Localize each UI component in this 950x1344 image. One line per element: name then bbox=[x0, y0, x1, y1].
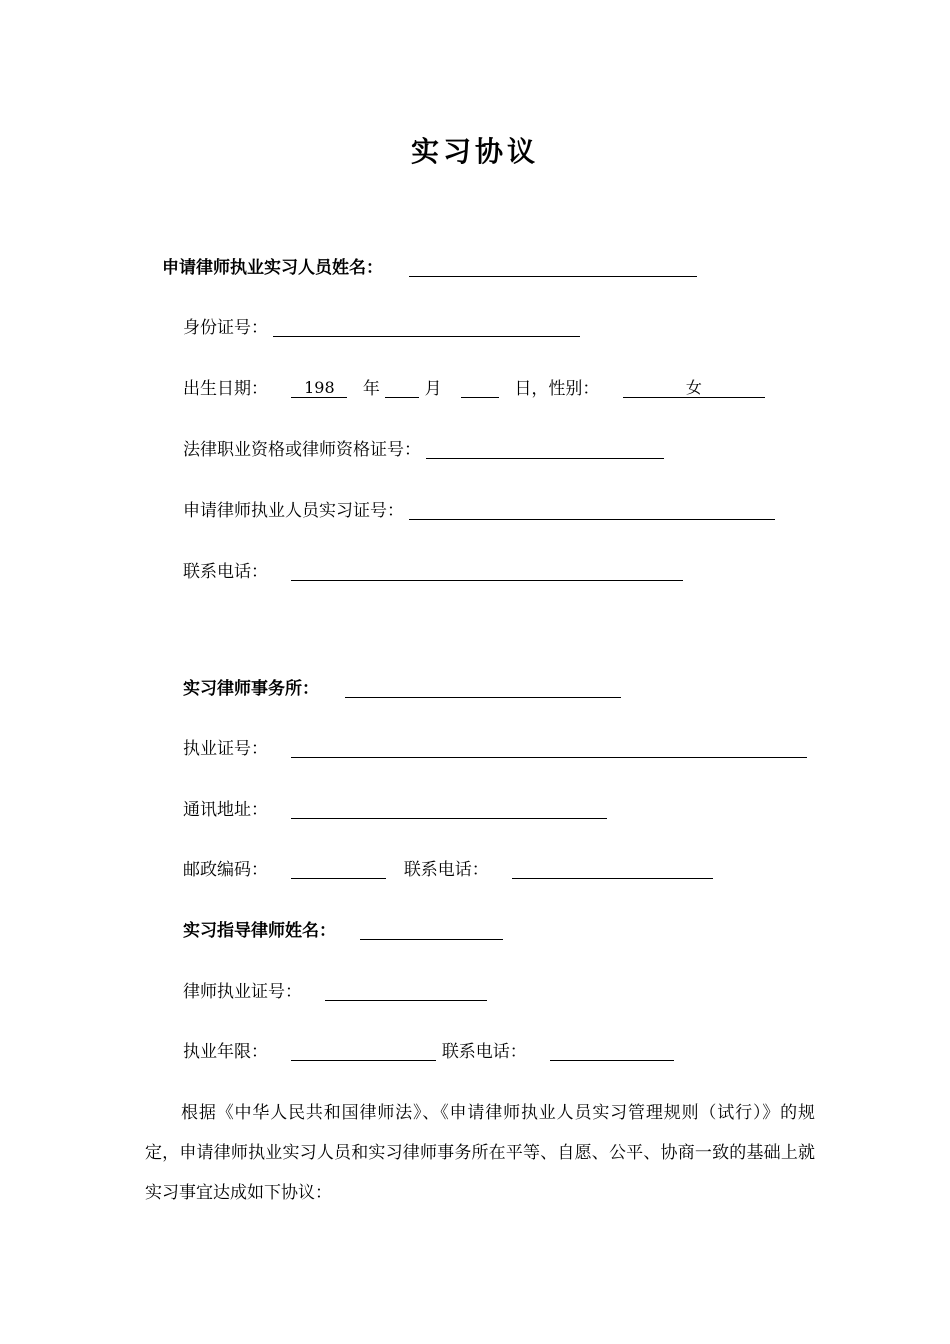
firm-license-field[interactable] bbox=[291, 739, 807, 758]
firm-phone-label: 联系电话： bbox=[403, 860, 489, 880]
firm-postcode-row bbox=[183, 858, 713, 884]
id-number-field[interactable] bbox=[273, 318, 580, 337]
intern-name-field[interactable] bbox=[409, 258, 697, 277]
intern-cert-field[interactable] bbox=[409, 501, 775, 520]
mentor-name-label: 实习指导律师姓名： bbox=[183, 921, 336, 941]
mentor-phone-field[interactable] bbox=[550, 1042, 674, 1061]
intern-cert-label: 申请律师执业人员实习证号： bbox=[183, 501, 404, 521]
birth-month-field[interactable] bbox=[385, 379, 419, 398]
qualification-row bbox=[183, 438, 664, 464]
mentor-name-row bbox=[183, 919, 503, 945]
intern-name-row bbox=[162, 256, 697, 282]
firm-name-row bbox=[183, 677, 621, 703]
gender-value: 女 bbox=[685, 378, 702, 397]
id-number-label: 身份证号： bbox=[183, 318, 268, 338]
firm-postcode-label: 邮政编码： bbox=[183, 860, 268, 880]
firm-name-label: 实习律师事务所： bbox=[183, 679, 319, 699]
qualification-field[interactable] bbox=[426, 440, 664, 459]
firm-license-row bbox=[183, 737, 807, 763]
day-gender-label: 日，性别： bbox=[514, 379, 600, 399]
mentor-phone-label: 联系电话： bbox=[441, 1042, 527, 1062]
firm-address-field[interactable] bbox=[291, 800, 607, 819]
mentor-license-field[interactable] bbox=[325, 982, 487, 1001]
firm-license-label: 执业证号： bbox=[183, 739, 268, 759]
mentor-name-field[interactable] bbox=[360, 921, 503, 940]
intern-phone-label: 联系电话： bbox=[183, 562, 268, 582]
intern-phone-field[interactable] bbox=[291, 562, 683, 581]
firm-phone-field[interactable] bbox=[512, 860, 713, 879]
birth-date-label: 出生日期： bbox=[183, 379, 268, 399]
mentor-years-field[interactable] bbox=[291, 1042, 436, 1061]
gender-field[interactable] bbox=[623, 379, 765, 398]
birth-year-field[interactable] bbox=[291, 379, 347, 398]
intern-phone-row bbox=[183, 560, 683, 586]
firm-address-label: 通讯地址： bbox=[183, 800, 268, 820]
firm-postcode-field[interactable] bbox=[291, 860, 386, 879]
intern-name-label: 申请律师执业实习人员姓名： bbox=[162, 258, 383, 278]
mentor-years-label: 执业年限： bbox=[183, 1042, 268, 1062]
firm-address-row bbox=[183, 798, 607, 824]
document-title: 实习协议 bbox=[410, 135, 539, 168]
birth-date-row bbox=[183, 377, 765, 403]
intro-paragraph: 根据《中华人民共和国律师法》、《申请律师执业人员实习管理规则（试行）》的规定，申请律师执业实习人员和实习律师事务所在平等、自愿、公平、协商一致的基础上就实习事宜达成如下协议： bbox=[145, 1103, 815, 1203]
qualification-label: 法律职业资格或律师资格证号： bbox=[183, 440, 421, 460]
month-label: 月 bbox=[424, 379, 442, 399]
birth-year-value: 198 bbox=[304, 378, 335, 397]
firm-name-field[interactable] bbox=[345, 679, 621, 698]
birth-day-field[interactable] bbox=[461, 379, 499, 398]
intern-cert-row bbox=[183, 499, 775, 525]
mentor-license-label: 律师执业证号： bbox=[183, 982, 302, 1002]
id-number-row bbox=[183, 316, 580, 342]
year-label: 年 bbox=[362, 379, 380, 399]
mentor-years-row bbox=[183, 1040, 674, 1066]
mentor-license-row bbox=[183, 980, 487, 1006]
